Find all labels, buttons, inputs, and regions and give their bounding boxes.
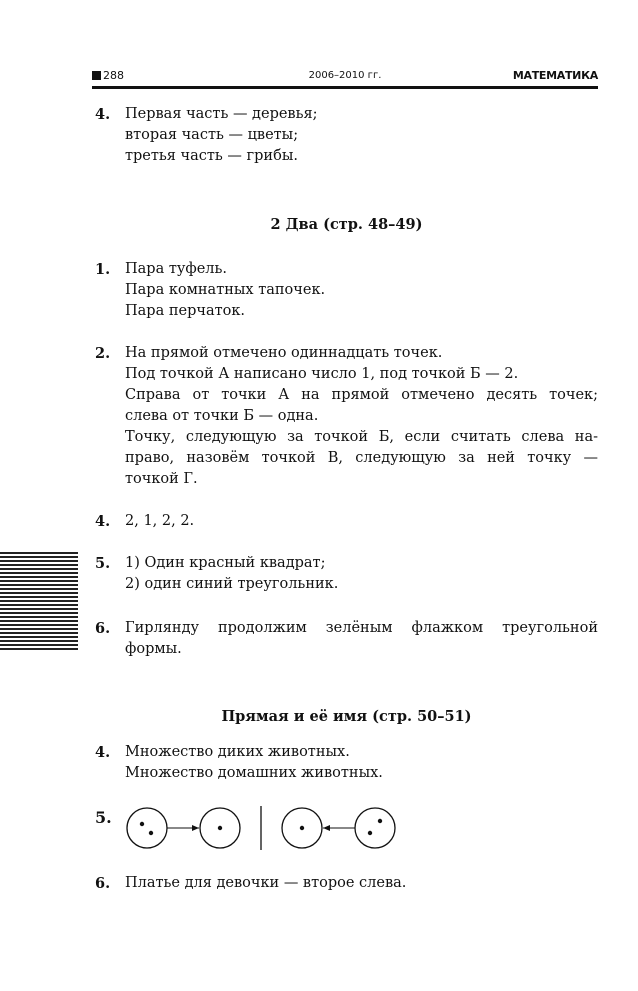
text-line: Пара туфель. <box>125 261 228 277</box>
text-line: Множество диких животных. <box>125 744 350 760</box>
item-number: 5. <box>95 555 111 572</box>
answer-item <box>95 511 598 532</box>
text-line: слева от точки Б — одна. <box>125 408 319 424</box>
text-line: третья часть — грибы. <box>125 148 298 164</box>
answer-item <box>95 259 598 322</box>
item-number: 4. <box>95 744 111 761</box>
item-number: 5. <box>95 808 112 827</box>
item-number: 2. <box>95 345 111 362</box>
item-number: 4. <box>95 513 111 530</box>
circle-one-dot <box>282 808 322 848</box>
header-subject: МАТЕМАТИКА <box>512 69 598 82</box>
item-text <box>125 618 598 660</box>
item-number: 1. <box>95 261 111 278</box>
text-line: Гирлянду продолжим зелёным флажком треугольной <box>125 620 598 636</box>
set-diagram <box>95 800 415 860</box>
item-text <box>125 553 598 595</box>
text-line: право, назовём точкой В, следующую за ней точку — <box>125 450 598 466</box>
text-line: Под точкой А написано число 1, под точкой Б — 2. <box>125 366 519 382</box>
header-rule <box>92 86 598 89</box>
section-heading: Прямая и её имя (стр. 50–51) <box>221 708 472 725</box>
answer-item <box>95 104 598 167</box>
text-line: Справа от точки А на прямой отмечено десять точек; <box>125 387 598 403</box>
item-number: 6. <box>95 875 111 892</box>
page-header <box>92 67 598 89</box>
item-text <box>125 343 598 490</box>
item-text <box>125 104 598 167</box>
text-line: вторая часть — цветы; <box>125 127 299 143</box>
text-line: Первая часть — деревья; <box>125 106 318 122</box>
item-text <box>125 511 598 532</box>
circle-two-dots <box>355 808 395 848</box>
item-text <box>125 873 598 894</box>
set-diagram-figure <box>95 800 415 860</box>
answer-item <box>95 873 598 894</box>
page-number-text: 288 <box>103 69 124 82</box>
text-line: Пара комнатных тапочек. <box>125 282 326 298</box>
text-line: точкой Г. <box>125 471 198 487</box>
text-line: 2, 1, 2, 2. <box>125 513 195 529</box>
answer-item <box>95 553 598 595</box>
text-line: Множество домашних животных. <box>125 765 383 781</box>
text-line: Платье для девочки — второе слева. <box>125 875 407 891</box>
text-line: формы. <box>125 641 182 657</box>
circle-one-dot <box>200 808 240 848</box>
thumb-index-tab <box>0 552 78 652</box>
text-line: На прямой отмечено одиннадцать точек. <box>125 345 443 361</box>
circle-two-dots <box>127 808 167 848</box>
section-heading: 2 Два (стр. 48–49) <box>270 216 423 233</box>
item-number: 4. <box>95 106 111 123</box>
text-line: 2) один синий треугольник. <box>125 576 339 592</box>
text-line: Пара перчаток. <box>125 303 246 319</box>
item-text <box>125 742 598 784</box>
answer-item <box>95 618 598 660</box>
header-years: 2006–2010 гг. <box>308 70 382 81</box>
text-line: 1) Один красный квадрат; <box>125 555 326 571</box>
answer-item <box>95 343 598 490</box>
item-text <box>125 259 598 322</box>
item-number: 6. <box>95 620 111 637</box>
text-line: Точку, следующую за точкой Б, если считать слева на- <box>125 429 598 445</box>
answer-item <box>95 742 598 784</box>
